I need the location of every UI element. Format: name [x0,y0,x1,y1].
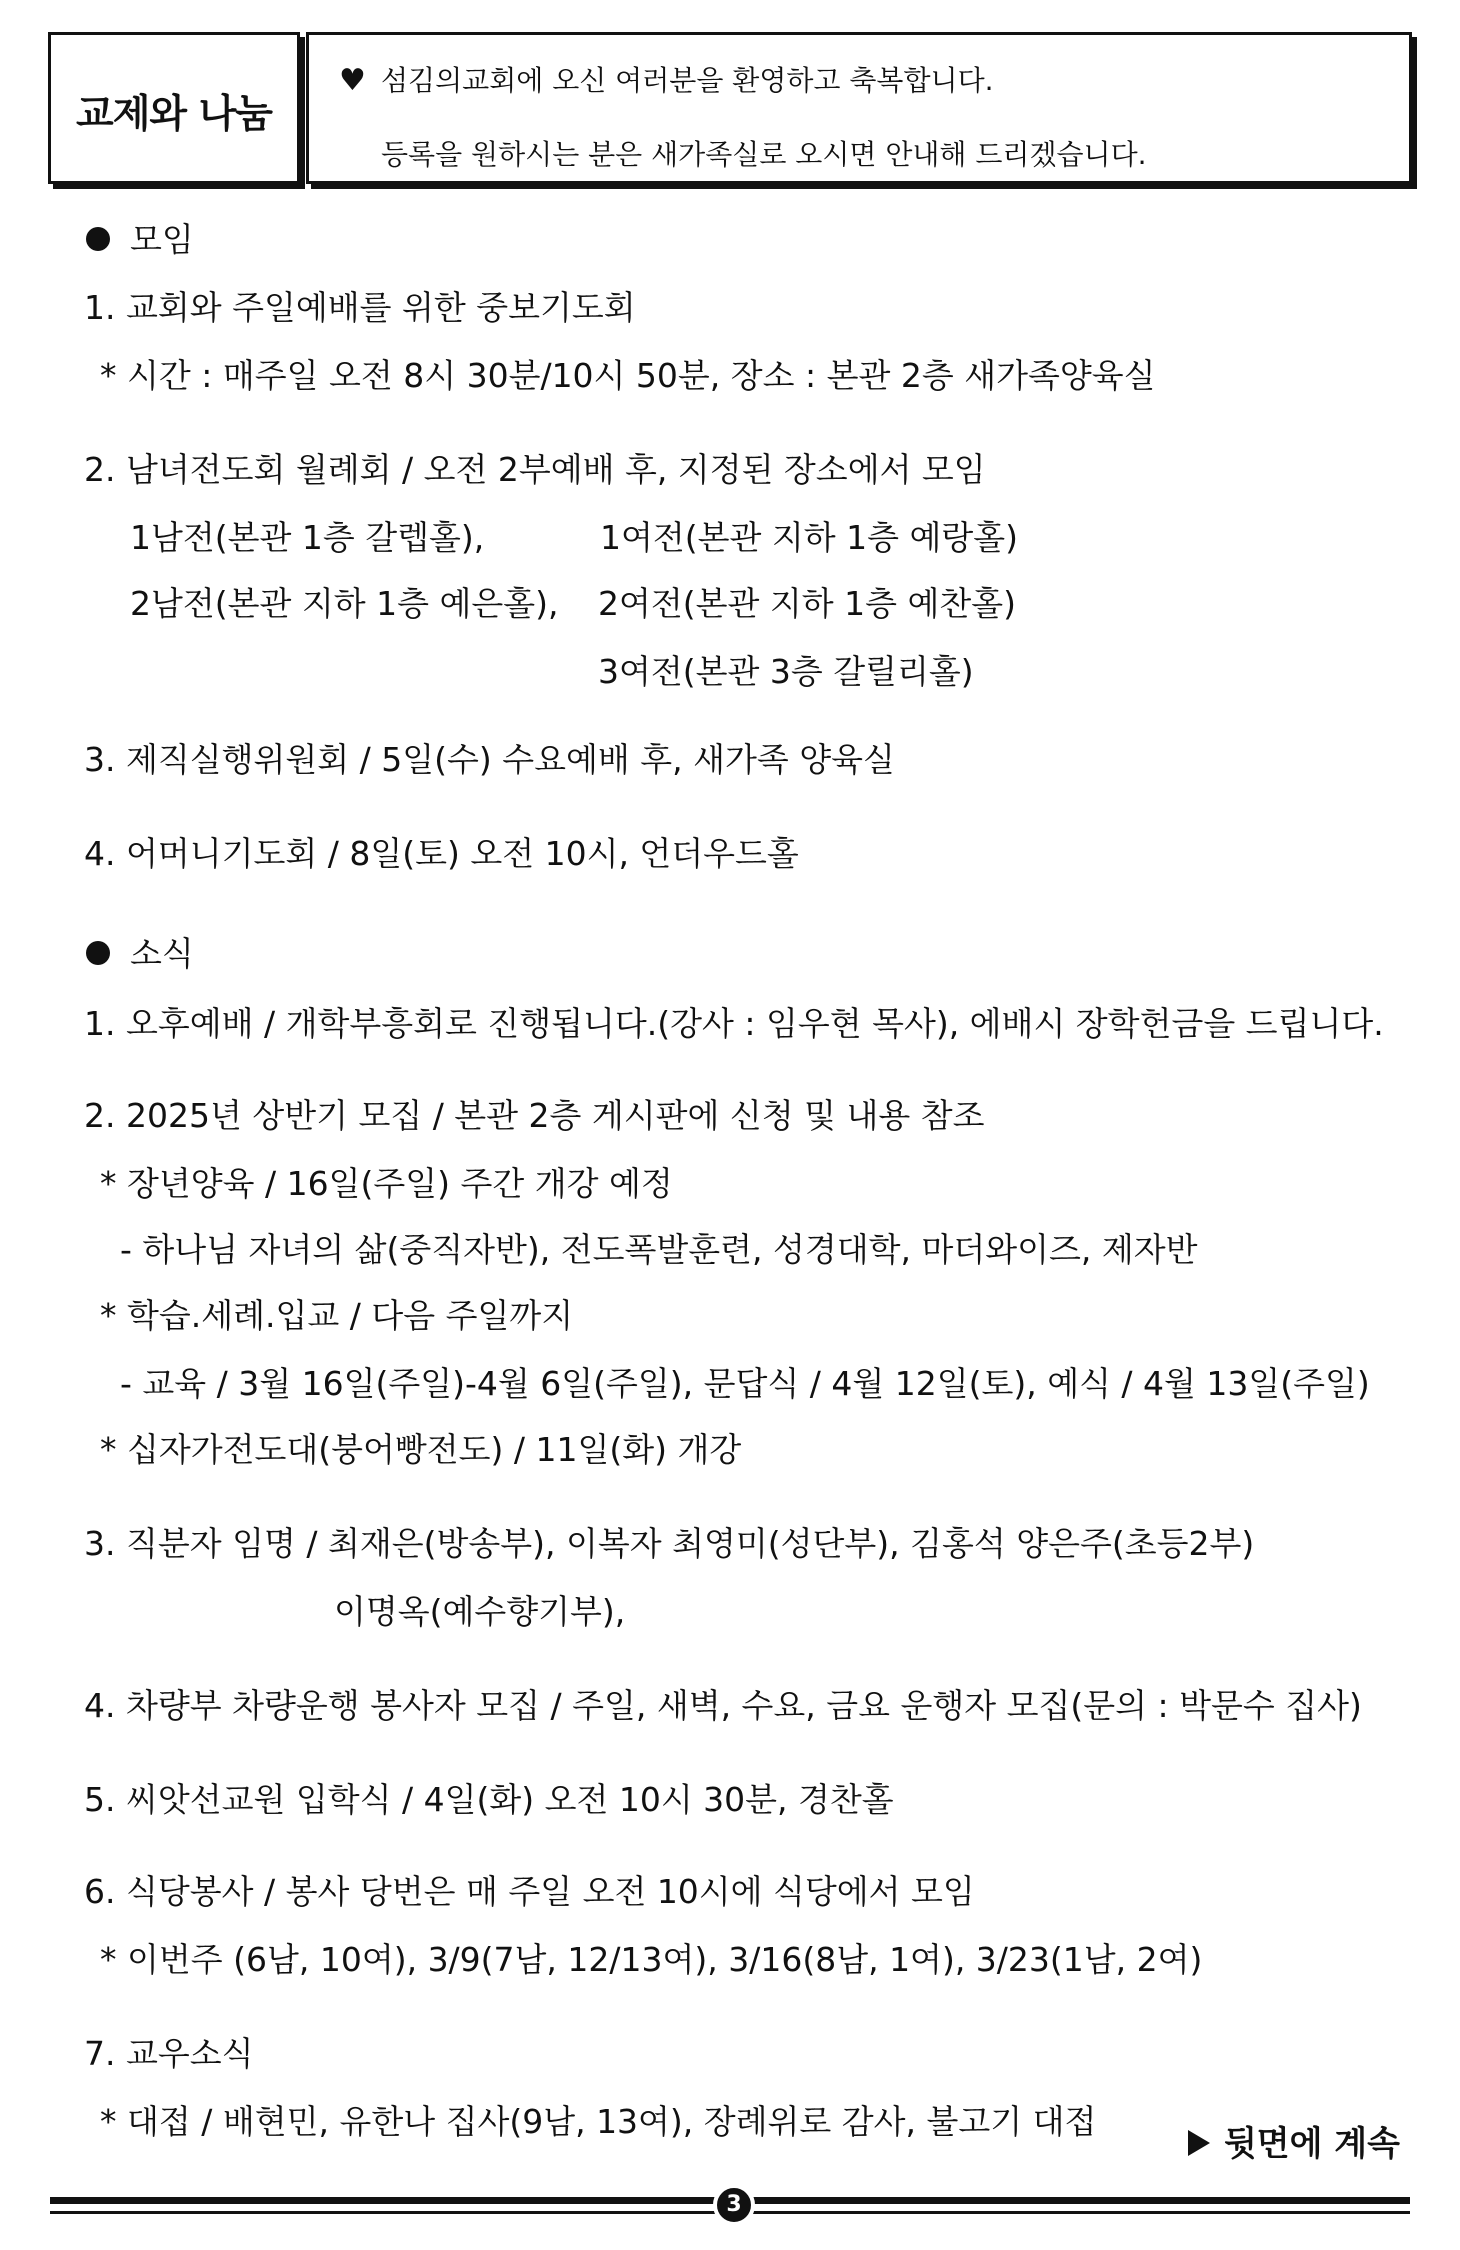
welcome-box [306,32,1412,184]
news-item: 3. 직분자 임명 / 최재은(방송부), 이복자 최영미(성단부), 김홍석 양은주(초등2부) [84,1524,1255,1563]
continue-label: 뒷면에 계속 [1188,2116,1400,2165]
welcome-line-1: ♥ 섬김의교회에 오신 여러분을 환영하고 축복합니다. [339,63,994,98]
bullet-icon [86,227,110,251]
bullet-icon [86,941,110,965]
news-detail: * 장년양육 / 16일(주일) 주간 개강 예정 [100,1164,673,1203]
news-detail: * 학습.세례.입교 / 다음 주일까지 [100,1296,574,1335]
news-detail: - 하나님 자녀의 삶(중직자반), 전도폭발훈련, 성경대학, 마더와이즈, 제자반 [120,1230,1198,1269]
meeting-item: 1. 교회와 주일예배를 위한 중보기도회 [84,288,636,327]
news-heading: 소식 [86,934,194,974]
welcome-line-2: 등록을 원하시는 분은 새가족실로 오시면 안내해 드리겠습니다. [381,138,1147,171]
news-item: 2. 2025년 상반기 모집 / 본관 2층 게시판에 신청 및 내용 참조 [84,1096,985,1135]
section-title-box [48,32,300,184]
section-title: 교제와 나눔 [76,92,272,137]
triangle-right-icon [1188,2130,1210,2156]
news-item: 5. 씨앗선교원 입학식 / 4일(화) 오전 10시 30분, 경찬홀 [84,1780,894,1819]
meeting-detail: 1남전(본관 1층 갈렙홀), [130,518,485,557]
news-detail: * 십자가전도대(붕어빵전도) / 11일(화) 개강 [100,1430,742,1469]
news-detail: * 이번주 (6남, 10여), 3/9(7남, 12/13여), 3/16(8남, 1여), 3/23(1남, 2여) [100,1940,1203,1979]
meeting-item: 4. 어머니기도회 / 8일(토) 오전 10시, 언더우드홀 [84,834,799,873]
meeting-detail: 3여전(본관 3층 갈릴리홀) [598,652,974,691]
meeting-item: 2. 남녀전도회 월례회 / 오전 2부예배 후, 지정된 장소에서 모임 [84,450,986,489]
news-detail: * 대접 / 배현민, 유한나 집사(9남, 13여), 장례위로 감사, 불고기 대접 [100,2102,1097,2141]
meetings-heading: 모임 [86,220,194,260]
page-number: 3 [713,2184,755,2226]
news-item: 7. 교우소식 [84,2034,254,2073]
news-item: 6. 식당봉사 / 봉사 당번은 매 주일 오전 10시에 식당에서 모임 [84,1872,975,1911]
meeting-detail: 2여전(본관 지하 1층 예찬홀) [598,584,1016,623]
meeting-item: 3. 제직실행위원회 / 5일(수) 수요예배 후, 새가족 양육실 [84,740,895,779]
meeting-detail: 2남전(본관 지하 1층 예은홀), [130,584,559,623]
news-detail: - 교육 / 3월 16일(주일)-4월 6일(주일), 문답식 / 4월 12일(토), 예식 / 4월 13일(주일) [120,1364,1370,1403]
heart-icon: ♥ [339,63,366,98]
news-detail: 이명옥(예수향기부), [334,1592,626,1631]
news-item: 4. 차량부 차량운행 봉사자 모집 / 주일, 새벽, 수요, 금요 운행자 모집(문의 : 박문수 집사) [84,1686,1362,1725]
meeting-detail: * 시간 : 매주일 오전 8시 30분/10시 50분, 장소 : 본관 2층 새가족양육실 [100,356,1156,395]
meeting-detail: 1여전(본관 지하 1층 예랑홀) [600,518,1018,557]
news-item: 1. 오후예배 / 개학부흥회로 진행됩니다.(강사 : 임우현 목사), 에배시 장학헌금을 드립니다. [84,1004,1384,1043]
